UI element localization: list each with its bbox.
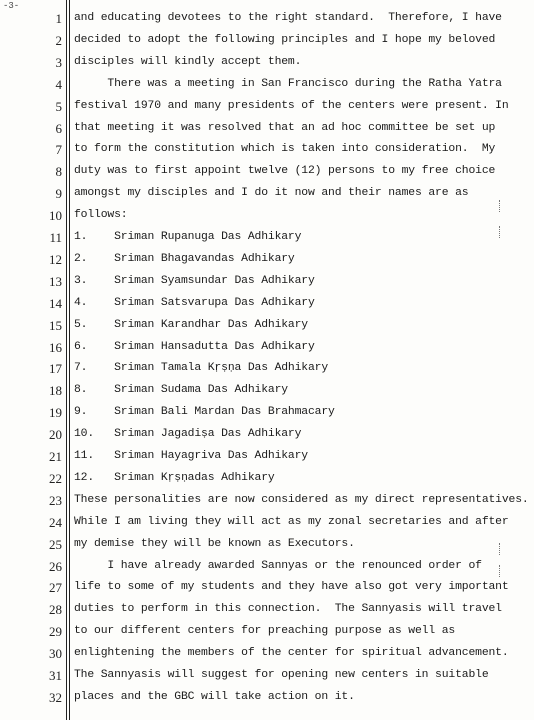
text-line: 11. Sriman Hayagriva Das Adhikary [74, 450, 308, 462]
line-number: 13 [49, 273, 62, 289]
line-number: 2 [55, 32, 62, 48]
line-number: 8 [55, 164, 62, 180]
text-line: 6. Sriman Hansadutta Das Adhikary [74, 340, 315, 353]
line-number: 16 [49, 339, 62, 355]
line-number: 1 [55, 11, 62, 26]
text-line: that meeting it was resolved that an ad hoc committee be set up [74, 121, 496, 134]
scan-mark [499, 543, 502, 555]
text-line: 9. Sriman Bali Mardan Das Brahmacary [74, 406, 335, 419]
text-line: amongst my disciples and I do it now and their names are as [74, 187, 469, 200]
text-line: to form the constitution which is taken into consideration. My [74, 143, 496, 156]
line-number: 7 [55, 142, 62, 158]
line-number: 12 [49, 251, 62, 267]
text-line: 10. Sriman Jagadiṣa Das Adhikary [74, 428, 302, 441]
line-number: 31 [49, 668, 62, 683]
line-number: 18 [49, 383, 62, 399]
text-line: disciples will kindly accept them. [74, 55, 302, 68]
line-number: 17 [49, 361, 62, 377]
line-number: 20 [49, 427, 62, 443]
line-number: 5 [55, 98, 62, 114]
text-line: While I am living they will act as my zonal secretaries and after [74, 515, 509, 528]
scan-mark [499, 200, 502, 212]
page-number: -3- [3, 1, 20, 11]
text-line: 5. Sriman Karandhar Das Adhikary [74, 318, 308, 331]
text-line: places and the GBC will take action on it. [74, 690, 355, 703]
line-number: 26 [49, 558, 62, 574]
text-line: and educating devotees to the right standard. Therefore, I have [74, 12, 502, 24]
text-line: 3. Sriman Syamsundar Das Adhikary [74, 274, 315, 287]
text-line: follows: [74, 209, 128, 222]
scan-mark [499, 565, 502, 577]
text-line: 7. Sriman Tamala Kṛṣṇa Das Adhikary [74, 362, 329, 375]
line-number: 4 [55, 76, 62, 92]
line-number: 32 [49, 689, 62, 705]
margin-rule-left [66, 0, 67, 720]
line-number-column [0, 0, 64, 720]
text-line: decided to adopt the following principles and I hope my beloved [74, 33, 496, 46]
text-line: 2. Sriman Bhagavandas Adhikary [74, 252, 295, 265]
line-number: 15 [49, 317, 62, 333]
text-line: 1. Sriman Rupanuga Das Adhikary [74, 231, 302, 243]
text-line: duty was to first appoint twelve (12) persons to my free choice [74, 165, 496, 178]
line-number: 28 [49, 602, 62, 618]
text-line: enlightening the members of the center for spiritual advancement. [74, 647, 509, 660]
line-number: 23 [49, 492, 62, 508]
line-number: 19 [49, 405, 62, 421]
text-line: These personalities are now considered as my direct representatives. [74, 493, 529, 506]
line-number: 14 [49, 295, 62, 311]
scan-mark [499, 226, 502, 238]
line-number: 24 [49, 514, 62, 530]
text-line: There was a meeting in San Francisco during the Ratha Yatra [74, 77, 502, 90]
text-line: duties to perform in this connection. The Sannyasis will travel [74, 603, 502, 616]
line-number: 21 [49, 449, 62, 464]
line-number: 22 [49, 470, 62, 486]
line-number: 9 [55, 186, 62, 202]
line-number: 27 [49, 580, 62, 596]
text-line: 4. Sriman Satsvarupa Das Adhikary [74, 296, 315, 309]
text-line: my demise they will be known as Executors. [74, 537, 355, 550]
line-number: 3 [55, 54, 62, 70]
line-number: 10 [49, 208, 62, 224]
margin-rule-right [69, 0, 70, 720]
line-number: 25 [49, 536, 62, 552]
text-line: 8. Sriman Sudama Das Adhikary [74, 384, 288, 397]
line-number: 29 [49, 624, 62, 640]
text-line: The Sannyasis will suggest for opening new centers in suitable [74, 669, 489, 681]
line-number: 30 [49, 646, 62, 662]
text-line: life to some of my students and they have also got very important [74, 581, 509, 594]
text-line: I have already awarded Sannyas or the renounced order of [74, 559, 482, 572]
text-line: festival 1970 and many presidents of the centers were present. In [74, 99, 509, 112]
line-number: 6 [55, 120, 62, 136]
document-body [74, 0, 532, 720]
line-number: 11 [49, 230, 62, 245]
text-line: 12. Sriman Kṛṣṇadas Adhikary [74, 471, 275, 484]
text-line: to our different centers for preaching purpose as well as [74, 625, 456, 638]
